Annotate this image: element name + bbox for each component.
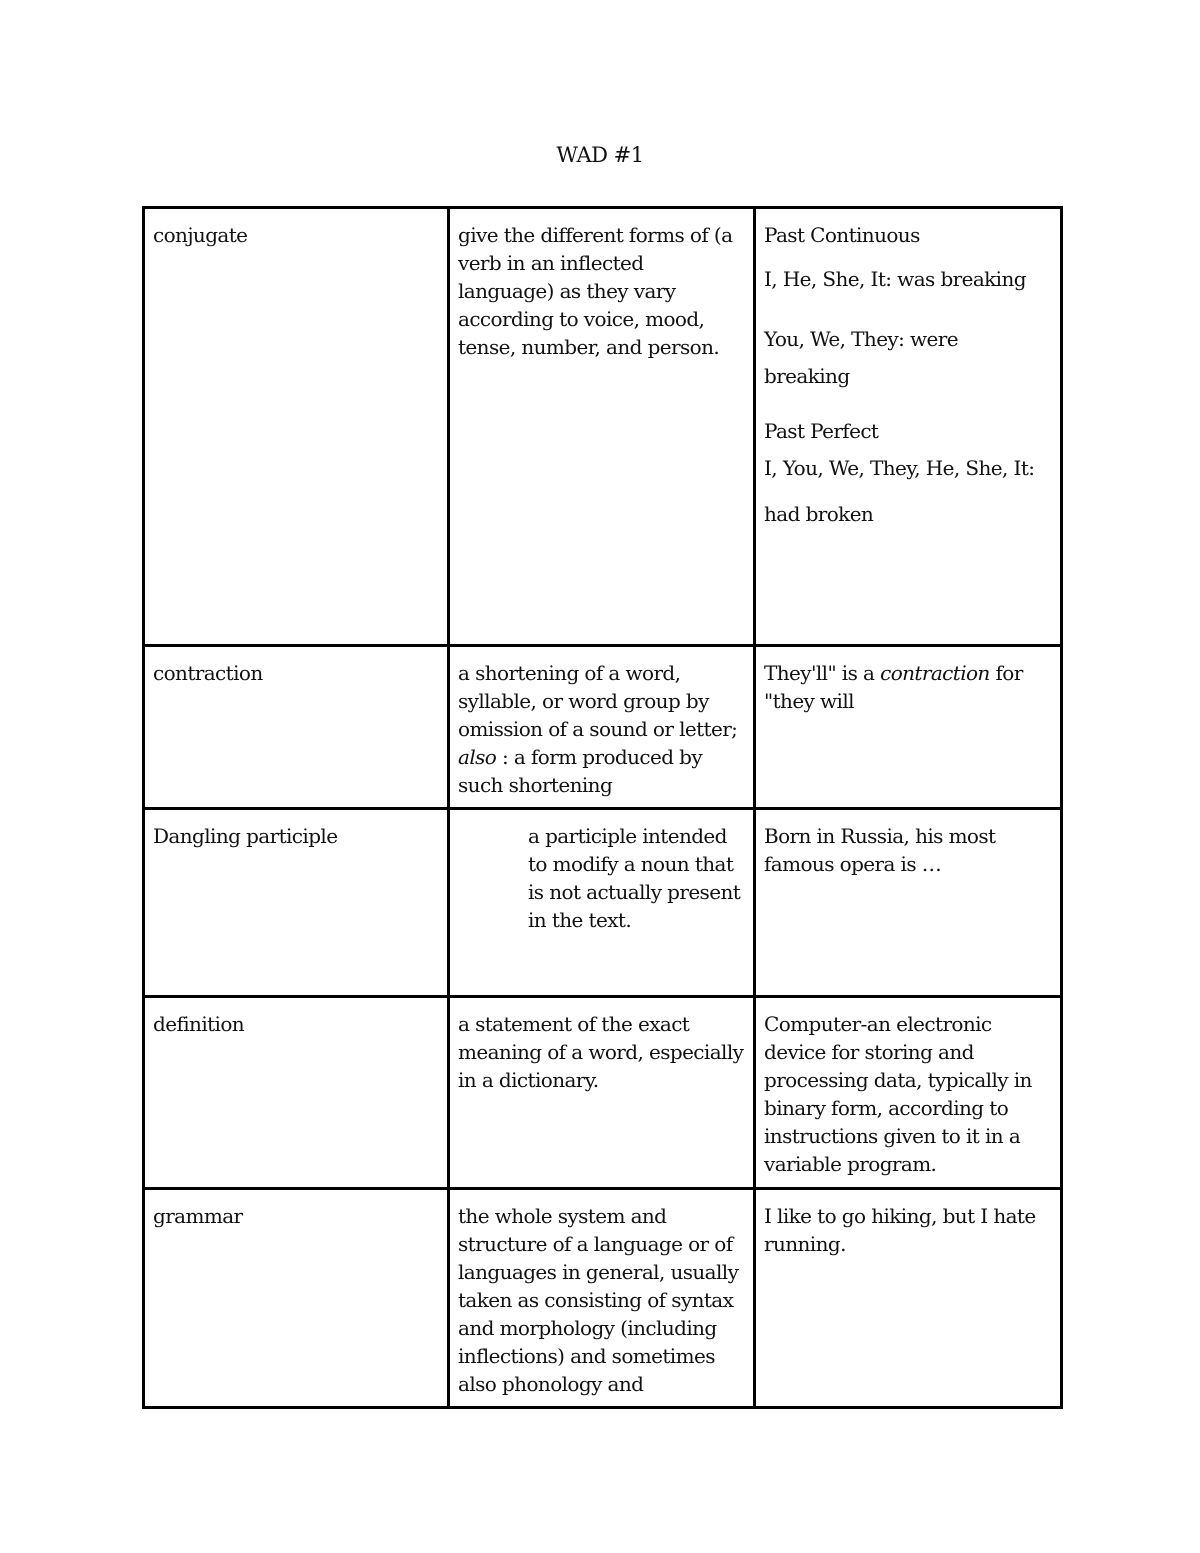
definition-text: a statement of the exact meaning of a word, especially in a dictionary.	[458, 1012, 744, 1092]
example-cell	[755, 1189, 1062, 1408]
term-text: Dangling participle	[153, 824, 338, 848]
example-text: They'll" is a	[764, 661, 881, 685]
example-line: I, You, We, They, He, She, It:	[764, 456, 1035, 480]
example-cell	[755, 997, 1062, 1189]
page-title: WAD #1	[556, 143, 644, 167]
term-text: contraction	[153, 661, 263, 685]
example-cell	[755, 646, 1062, 809]
term-cell	[144, 809, 449, 997]
example-heading: Past Perfect	[764, 419, 879, 443]
definition-cell	[449, 997, 755, 1189]
definition-cell	[449, 646, 755, 809]
example-cell	[755, 809, 1062, 997]
table-row	[144, 997, 1062, 1189]
example-text: Computer-an electronic device for storing and processing data, typically in binary form, according to instructions given to it in a variable program.	[764, 1012, 1032, 1176]
example-text: for "they will	[764, 661, 1023, 713]
example-line: You, We, They: were	[764, 327, 958, 351]
table-row	[144, 1189, 1062, 1408]
definition-text: the whole system and structure of a language or of languages in general, usually taken as consisting of syntax and morphology (including inflections) and sometimes also phonology and	[458, 1204, 739, 1396]
definition-text: a shortening of a word, syllable, or word group by omission of a sound or letter;	[458, 661, 738, 741]
vocabulary-table	[142, 206, 1063, 1409]
term-cell	[144, 646, 449, 809]
definition-italic: also	[458, 745, 497, 769]
table-row	[144, 646, 1062, 809]
example-line: had broken	[764, 502, 874, 526]
example-cell	[755, 208, 1062, 646]
term-cell	[144, 997, 449, 1189]
term-cell	[144, 1189, 449, 1408]
definition-cell	[449, 208, 755, 646]
example-line: breaking	[764, 364, 850, 388]
term-cell	[144, 208, 449, 646]
definition-cell	[449, 1189, 755, 1408]
definition-text: a participle intended to modify a noun that is not actually present in the text.	[528, 824, 741, 932]
example-text: I like to go hiking, but I hate running.	[764, 1204, 1036, 1256]
example-line: I, He, She, It: was breaking	[764, 267, 1026, 291]
term-text: grammar	[153, 1204, 243, 1228]
definition-text: : a form produced by such shortening	[458, 745, 703, 797]
term-text: conjugate	[153, 223, 248, 247]
table-row	[144, 809, 1062, 997]
example-italic: contraction	[880, 661, 990, 685]
definition-cell	[449, 809, 755, 997]
term-text: definition	[153, 1012, 245, 1036]
definition-text: give the different forms of (a verb in an inflected language) as they vary according to voice, mood, tense, number, and person.	[458, 223, 733, 359]
table-row	[144, 208, 1062, 646]
example-heading: Past Continuous	[764, 223, 920, 247]
example-text: Born in Russia, his most famous opera is …	[764, 824, 996, 876]
